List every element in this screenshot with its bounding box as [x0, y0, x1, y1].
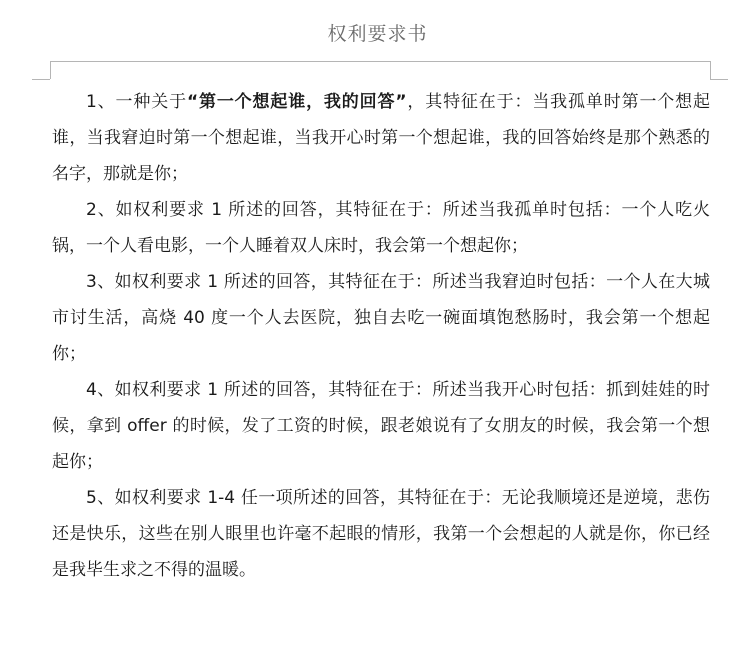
- claim-4: 4、如权利要求 1 所述的回答，其特征在于：所述当我开心时包括：抓到娃娃的时候，拿到 offer 的时候，发了工资的时候，跟老娘说有了女朋友的时候，我会第一个想起你；: [52, 380, 710, 472]
- claim-1: [52, 84, 710, 192]
- claim-2: 2、如权利要求 1 所述的回答，其特征在于：所述当我孤单时包括：一个人吃火锅，一个人看电影，一个人睡着双人床时，我会第一个想起你；: [52, 200, 710, 256]
- claims-body: [52, 84, 710, 588]
- header-rule: [50, 61, 710, 62]
- page-title: 权利要求书: [327, 23, 428, 45]
- right-margin-corner-mark-horizontal: [710, 79, 728, 80]
- left-margin-corner-mark-horizontal: [32, 79, 50, 80]
- left-margin-corner-mark: [32, 61, 51, 79]
- claim-1-text: ，其特征在于：当我孤单时第一个想起谁，当我窘迫时第一个想起谁，当我开心时第一个想起谁，我的回答始终是那个熟悉的名字，那就是你；: [52, 92, 710, 184]
- claim-5: 5、如权利要求 1-4 任一项所述的回答，其特征在于：无论我顺境还是逆境，悲伤还是快乐，这些在别人眼里也许毫不起眼的情形，我第一个会想起的人就是你，你已经是我毕生求之不得的温暖。: [52, 488, 710, 580]
- right-margin-corner-mark: [710, 61, 729, 79]
- claim-1-lead: 1、一种关于: [86, 92, 187, 112]
- claim-1-bold-title: “第一个想起谁，我的回答”: [186, 92, 407, 112]
- claim-3: 3、如权利要求 1 所述的回答，其特征在于：所述当我窘迫时包括：一个人在大城市讨生活，高烧 40 度一个人去医院，独自去吃一碗面填饱愁肠时，我会第一个想起你；: [52, 272, 710, 364]
